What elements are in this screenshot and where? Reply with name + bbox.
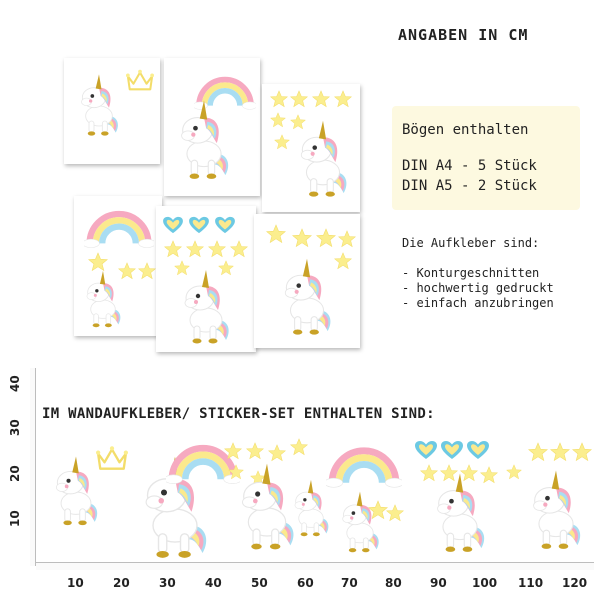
sticker-sheet-2 — [164, 58, 260, 196]
sticker-sheet-1 — [64, 58, 160, 164]
crown-sticker — [126, 68, 154, 92]
x-tick-label: 110 — [518, 576, 544, 590]
star-sticker — [138, 262, 156, 280]
sticker-sheet-5 — [156, 206, 256, 352]
x-tick-label: 20 — [113, 576, 130, 590]
sticker-set-strip — [36, 430, 594, 560]
star-sticker — [186, 240, 204, 258]
star-sticker — [506, 464, 522, 480]
unicorn-sticker — [74, 66, 124, 146]
star-sticker — [208, 240, 226, 258]
star-sticker — [338, 230, 356, 248]
star-sticker — [572, 442, 592, 462]
heart-sticker — [162, 216, 184, 234]
x-tick-label: 10 — [67, 576, 84, 590]
unicorn-sticker — [524, 466, 588, 556]
star-sticker — [270, 90, 288, 108]
info-size-a4: DIN A4 - 5 Stück — [402, 158, 537, 174]
star-sticker — [386, 504, 404, 522]
star-sticker — [312, 90, 330, 108]
x-tick-label: 80 — [385, 576, 402, 590]
heart-sticker — [188, 216, 210, 234]
x-tick-label: 70 — [341, 576, 358, 590]
star-sticker — [224, 442, 242, 460]
set-title: IM WANDAUFKLEBER/ STICKER-SET ENTHALTEN SIND: — [42, 406, 435, 422]
rainbow-sticker — [326, 444, 402, 488]
feature-item: - hochwertig gedruckt — [402, 281, 554, 295]
y-tick-label: 40 — [8, 375, 22, 392]
x-tick-label: 60 — [297, 576, 314, 590]
y-tick-label: 10 — [8, 510, 22, 527]
feature-item: - Konturgeschnitten — [402, 266, 540, 280]
x-tick-label: 30 — [159, 576, 176, 590]
features-title: Die Aufkleber sind: — [402, 236, 540, 250]
unicorn-sticker — [176, 266, 236, 350]
star-sticker — [290, 90, 308, 108]
rainbow-sticker — [84, 208, 154, 248]
star-sticker — [164, 240, 182, 258]
star-sticker — [230, 240, 248, 258]
heart-sticker — [214, 216, 236, 234]
x-tick-label: 90 — [430, 576, 447, 590]
unicorn-sticker — [276, 254, 338, 342]
star-sticker — [290, 438, 308, 456]
horizontal-ruler — [36, 562, 594, 570]
sticker-sheet-6 — [254, 214, 360, 348]
star-sticker — [274, 134, 290, 150]
unicorn-sticker — [428, 470, 492, 558]
ruler-ticks — [36, 562, 594, 570]
page-title: ANGABEN IN CM — [398, 26, 529, 44]
unicorn-sticker — [80, 268, 126, 332]
x-tick-label: 100 — [472, 576, 498, 590]
heart-sticker — [466, 440, 490, 460]
unicorn-sticker — [292, 116, 354, 204]
info-size-a5: DIN A5 - 2 Stück — [402, 178, 537, 194]
heart-sticker — [440, 440, 464, 460]
star-sticker — [550, 442, 570, 462]
star-sticker — [528, 442, 548, 462]
feature-item: - einfach anzubringen — [402, 296, 554, 310]
star-sticker — [246, 442, 264, 460]
x-tick-label: 120 — [562, 576, 588, 590]
x-tick-label: 40 — [205, 576, 222, 590]
x-tick-label: 50 — [251, 576, 268, 590]
star-sticker — [316, 228, 336, 248]
y-tick-label: 30 — [8, 419, 22, 436]
star-sticker — [266, 224, 286, 244]
star-sticker — [368, 500, 388, 520]
info-box — [392, 106, 580, 210]
crown-sticker — [96, 444, 128, 472]
sticker-sheet-3 — [262, 84, 360, 212]
heart-sticker — [414, 440, 438, 460]
star-sticker — [334, 90, 352, 108]
info-heading: Bögen enthalten — [402, 122, 529, 138]
star-sticker — [270, 112, 286, 128]
y-tick-label: 20 — [8, 465, 22, 482]
sticker-sheet-4 — [74, 196, 162, 336]
unicorn-sticker — [172, 96, 236, 186]
star-sticker — [292, 228, 312, 248]
